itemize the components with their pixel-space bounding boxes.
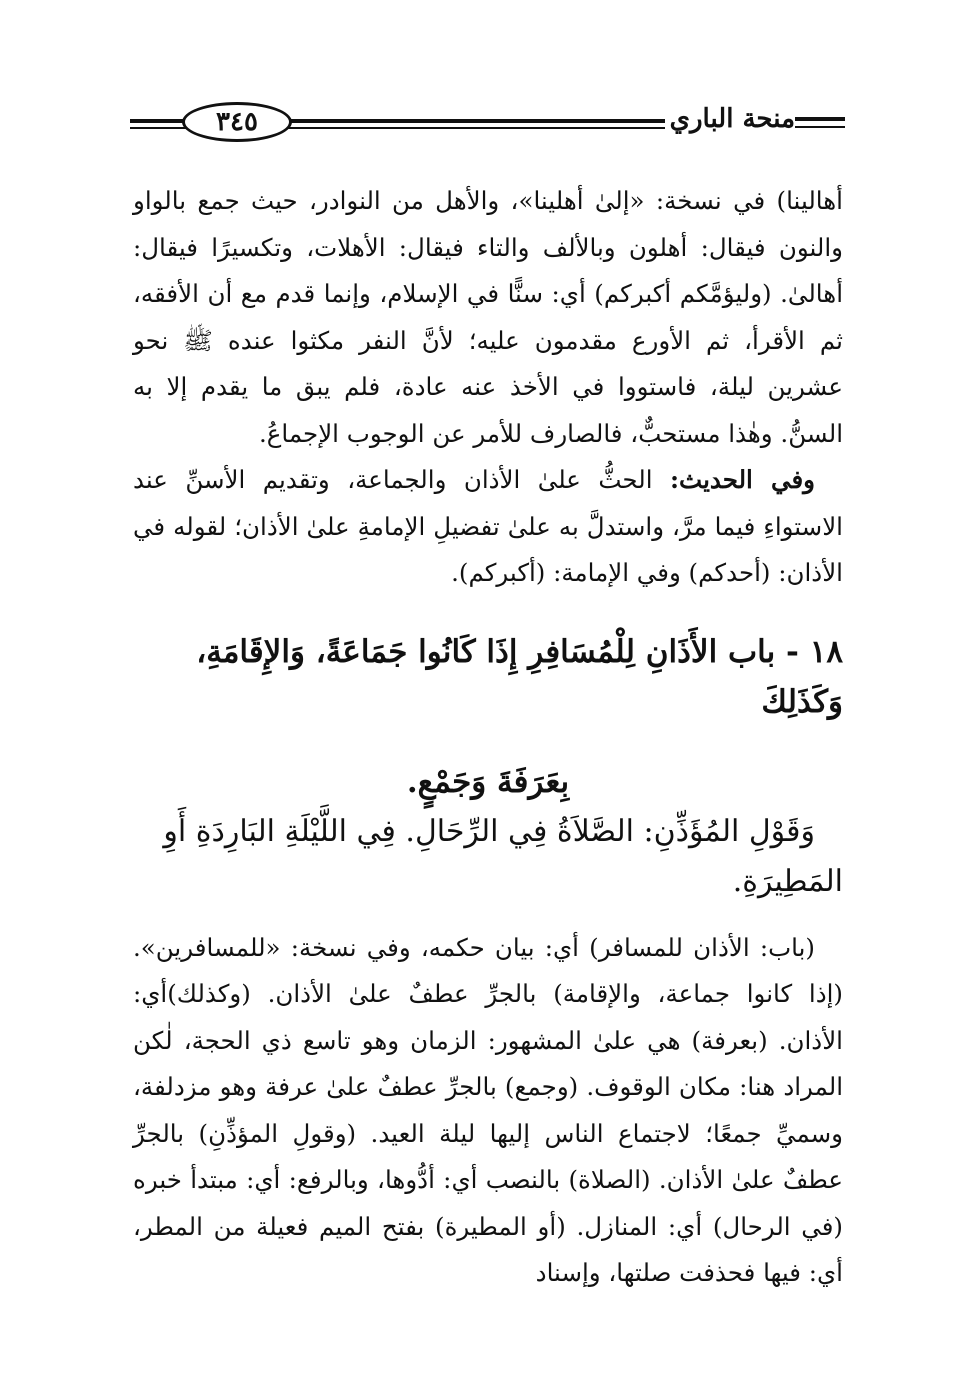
running-title: منحة الباري: [669, 104, 795, 134]
paragraph-2-lead: وفي الحديث:: [669, 465, 815, 494]
header-rule-middle-thin: [285, 127, 665, 129]
chapter-heading-line-2: بِعَرَفَةَ وَجَمْعٍ.: [406, 763, 570, 800]
header-rule-middle-thick: [285, 119, 665, 123]
header-rule-left-thick: [130, 119, 190, 123]
paragraph-3: (باب: الأذان للمسافر) أي: بيان حكمه، وفي نسخة: «للمسافرين». (إذا كانوا جماعة، والإقامة) بالجرِّ عطفٌ علىٰ الأذان. (وكذلك)أي: الأذان. (بعرفة) هي علىٰ المشهور: الزمان وهو تاسع ذي الحجة، لٰكن المراد هنا: مكان الوقوف. (وجمع) بالجرِّ عطفٌ علىٰ عرفة وهو مزدلفة، وسميِّ جمعًا؛ لاجتماع الناس إليها ليلة العيد. (وقولِ المؤذِّنِ) بالجرِّ عطفٌ علىٰ الأذان. (الصلاة) بالنصب أي: أدُّوها، وبالرفع: أي: مبتدأ خبره (في الرحال) أي: المنازل. (أو المطيرة) بفتح الميم فعيلة من المطر، أي: فيها فحذفت صلتها، وإسناد: [133, 932, 843, 1287]
header-rule-right-thin: [795, 126, 845, 128]
paragraph-2: [133, 457, 843, 597]
page-header: [130, 100, 845, 146]
header-rule-right-thick: [795, 117, 845, 121]
chapter-subheading: وَقَوْلِ المُؤَذِّنِ: الصَّلاَةُ فِي الرِّحَالِ. فِي اللَّيْلَةِ البَارِدَةِ أَوِ المَطِيرَةِ.: [163, 813, 843, 899]
page-body: [133, 178, 843, 1297]
chapter-heading-line-1: ١٨ - باب الأَذَانِ لِلْمُسَافِرِ إِذَا كَانُوا جَمَاعَةً، وَالإِقَامَةِ، وَكَذَلِكَ: [196, 633, 843, 720]
paragraph-1: أهالينا) في نسخة: «إلىٰ أهلينا»، والأهل من النوادر، حيث جمع بالواو والنون فيقال: أهلون وبالألف والتاء فيقال: الأهلات، وتكسيرًا فيقال: أهالىٰ. (وليؤمَّكم أكبركم) أي: سنًّا في الإسلام، وإنما قدم مع أن الأفقه، ثم الأقرأ، ثم الأورع مقدمون عليه؛ لأنَّ النفر مكثوا عنده ﷺ نحو عشرين ليلة، فاستووا في الأخذ عنه عادة، فلم يبق ما يقدم إلا به السنُّ. وهٰذا مستحبٌّ، فالصارف للأمر عن الوجوب الإجماعُ.: [133, 186, 843, 448]
paragraph-2-text: الحثُّ علىٰ الأذان والجماعة، وتقديم الأسنِّ عند الاستواءِ فيما مرَّ، واستدلَّ به علىٰ تفضيلِ الإمامةِ علىٰ الأذان؛ لقوله في الأذان: (أحدكم) وفي الإمامة: (أكبركم).: [133, 465, 843, 587]
page-number: ٣٤٥: [182, 102, 292, 142]
header-rule-left-thin: [130, 127, 190, 129]
